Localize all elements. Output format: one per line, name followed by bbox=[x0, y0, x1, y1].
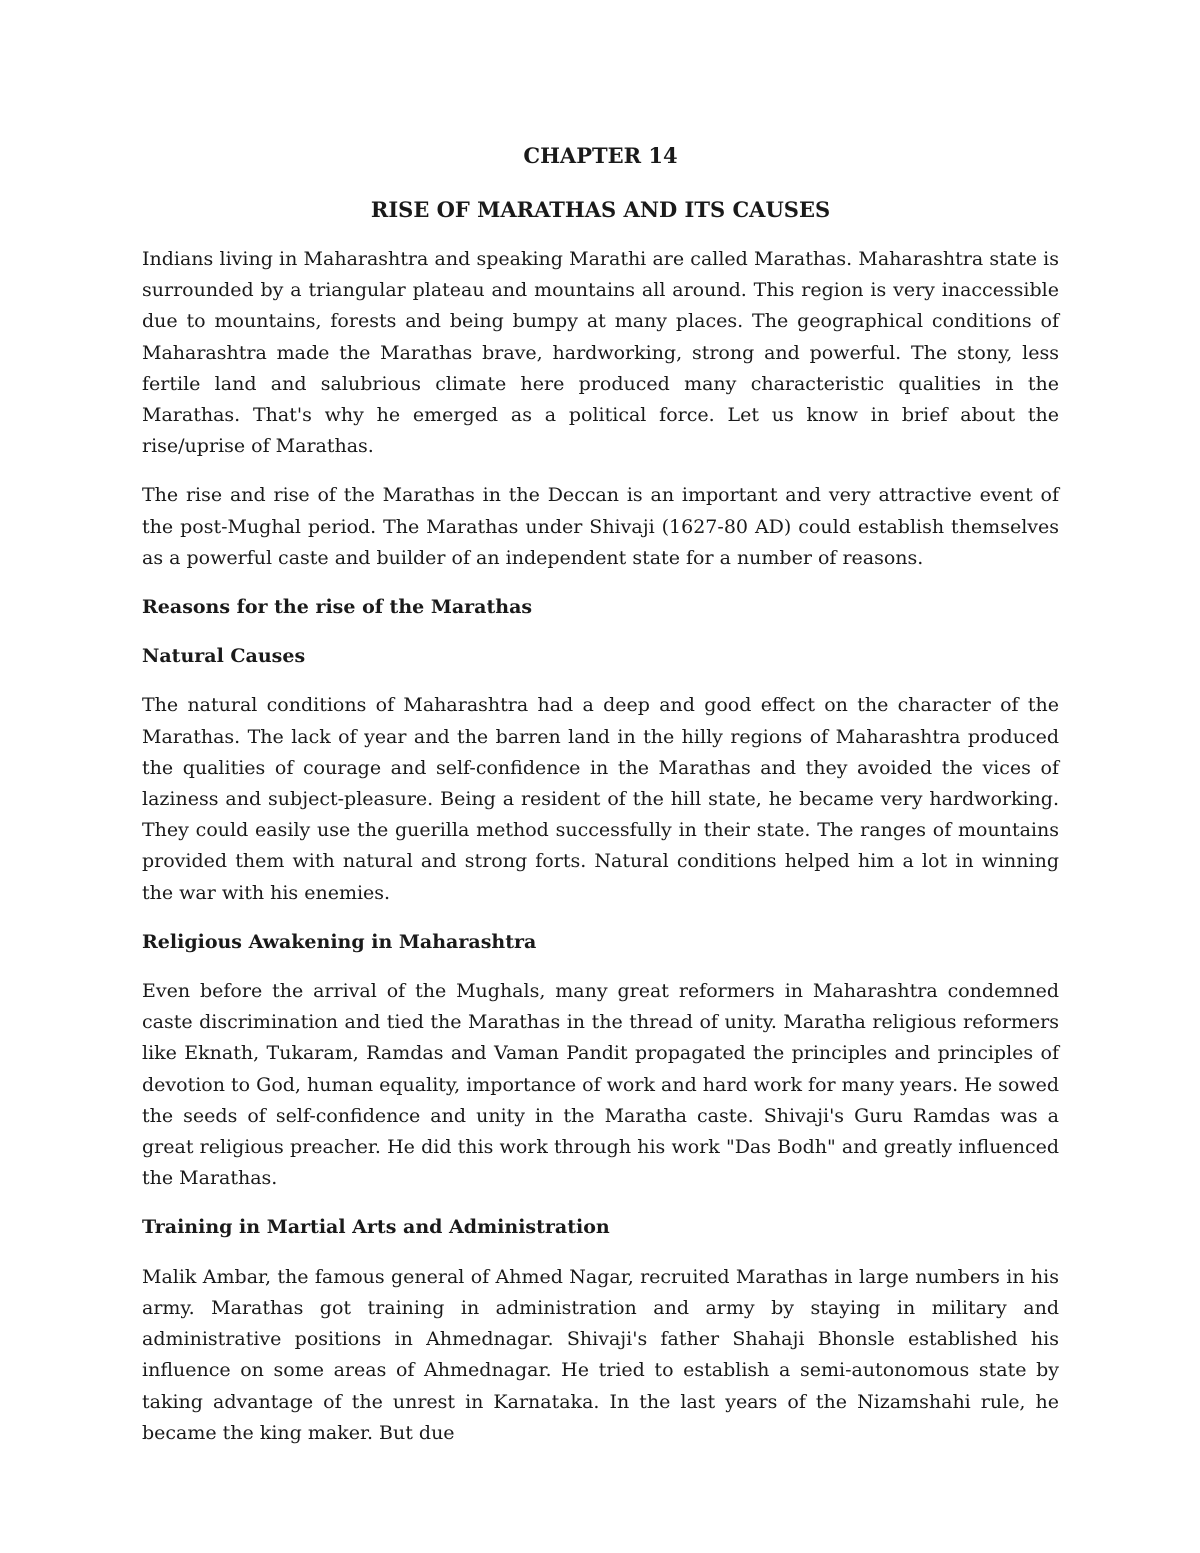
intro-paragraph-2: The rise and rise of the Marathas in the Deccan is an important and very attractive event of the post-Mughal period. The Marathas under Shivaji (1627-80 AD) could establish themselves as a powerful caste and builder of an independent state for a number of reasons. bbox=[142, 484, 1059, 569]
training-paragraph: Malik Ambar, the famous general of Ahmed Nagar, recruited Marathas in large numbers in his army. Marathas got training in administration and army by staying in military and administrative positions in Ahmednagar. Shivaji's father Shahaji Bhonsle established his influence on some areas of Ahmednagar. He tried to establish a semi-autonomous state by taking advantage of the unrest in Karnataka. In the last years of the Nizamshahi rule, he became the king maker. But due bbox=[142, 1265, 1059, 1444]
chapter-number: CHAPTER 14 bbox=[523, 143, 678, 168]
religious-awakening-paragraph: Even before the arrival of the Mughals, many great reformers in Maharashtra condemned caste discrimination and tied the Marathas in the thread of unity. Maratha religious reformers like Eknath, Tukaram, Ramdas and Vaman Pandit propagated the principles and principles of devotion to God, human equality, importance of work and hard work for many years. He sowed the seeds of self-confidence and unity in the Maratha caste. Shivaji's Guru Ramdas was a great religious preacher. He did this work through his work "Das Bodh" and greatly influenced the Marathas. bbox=[142, 980, 1059, 1190]
section-heading-religious-awakening: Religious Awakening in Maharashtra bbox=[142, 930, 537, 953]
chapter-title: RISE OF MARATHAS AND ITS CAUSES bbox=[370, 197, 831, 222]
section-heading-natural-causes: Natural Causes bbox=[142, 645, 306, 668]
natural-causes-paragraph: The natural conditions of Maharashtra had a deep and good effect on the character of the Marathas. The lack of year and the barren land in the hilly regions of Maharashtra produced the qualities of courage and self-confidence in the Marathas and they avoided the vices of laziness and subject-pleasure. Being a resident of the hill state, he became very hardworking. They could easily use the guerilla method successfully in their state. The ranges of mountains provided them with natural and strong forts. Natural conditions helped him a lot in winning the war with his enemies. bbox=[142, 694, 1059, 904]
intro-paragraph-1: Indians living in Maharashtra and speaking Marathi are called Marathas. Maharashtra state is surrounded by a triangular plateau and mountains all around. This region is very inaccessible due to mountains, forests and being bumpy at many places. The geographical conditions of Maharashtra made the Marathas brave, hardworking, strong and powerful. The stony, less fertile land and salubrious climate here produced many characteristic qualities in the Marathas. That's why he emerged as a political force. Let us know in brief about the rise/uprise of Marathas. bbox=[142, 248, 1059, 458]
section-heading-reasons: Reasons for the rise of the Marathas bbox=[142, 596, 533, 619]
section-heading-training: Training in Martial Arts and Administration bbox=[142, 1216, 610, 1239]
document-page bbox=[142, 140, 1059, 1467]
